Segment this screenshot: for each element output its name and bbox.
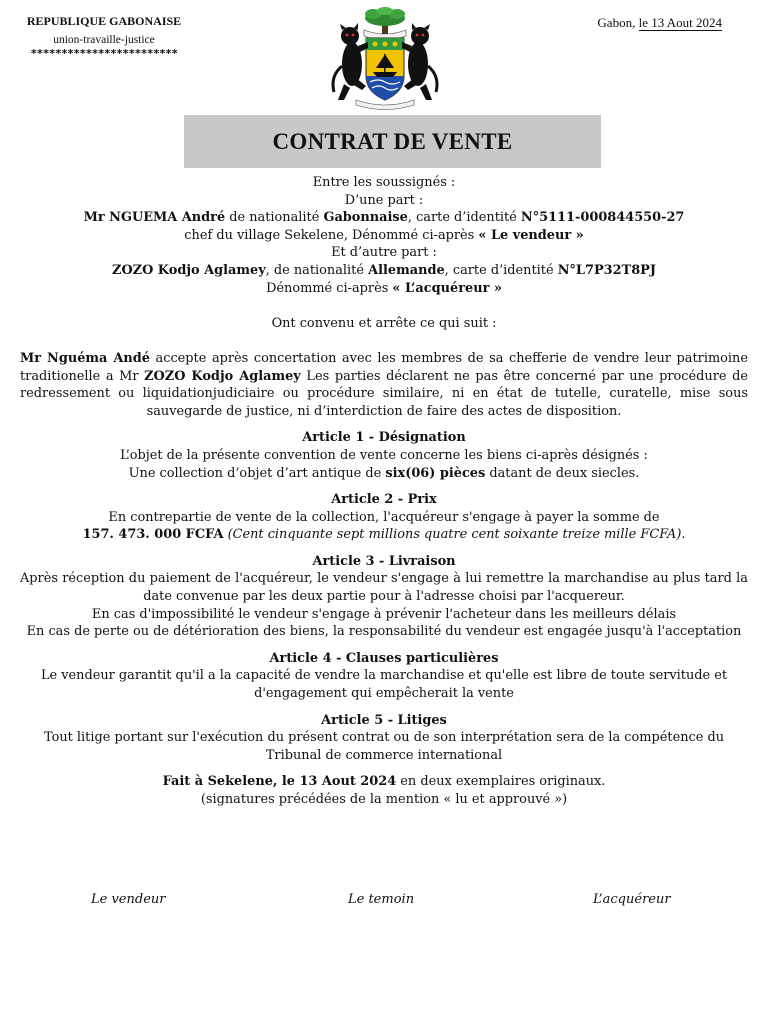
panther-left-icon <box>333 23 368 100</box>
article-3-line-3: En cas de perte ou de détérioration des biens, la responsabilité du vendeur est engagée jusqu'à l'acceptation <box>26 624 742 640</box>
signature-witness-label: Le temoin <box>348 892 415 907</box>
date-value: le 13 Aout 2024 <box>638 15 722 30</box>
seller-alias: « Le vendeur » <box>478 227 584 243</box>
item-quantity: six(06) pièces <box>385 465 486 481</box>
seller-name: Mr NGUEMA André <box>83 210 226 226</box>
preamble-paragraph: Mr Nguéma Andé accepte après concertation avec les membres de sa chefferie de vendre leur patrimoine traditionelle a Mr ZOZO Kodjo Aglamey Les parties déclarent ne pas être concerné par une procédure de redressement ou liquidationjudiciaire ou procédure similaire, ni en état de tutelle, curatelle, mise sous sauvegarde de justice, ni d’interdiction de faire des actes de disposition. <box>20 350 748 419</box>
article-1-item: Une collection d’objet d’art antique de six(06) pièces datant de deux siecles. <box>128 465 640 481</box>
title-banner <box>184 115 601 168</box>
signature-buyer-label: L’acquéreur <box>593 892 671 907</box>
article-5-title: Article 5 - Litiges <box>321 712 447 728</box>
coat-of-arms-emblem <box>328 6 442 110</box>
buyer-line: ZOZO Kodjo Aglamey, de nationalité Allemande, carte d’identité N°L7P32T8PJ <box>112 262 656 278</box>
signature-seller-label: Le vendeur <box>91 892 166 907</box>
article-2-amount-line: 157. 473. 000 FCFA (Cent cinquante sept millions quatre cent soixante treize mille FCFA). <box>82 527 686 543</box>
closing-line: Fait à Sekelene, le 13 Aout 2024 en deux exemplaires originaux. <box>162 774 606 790</box>
seller-id-number: N°5111-000844550-27 <box>520 210 685 226</box>
buyer-id-number: N°L7P32T8PJ <box>557 262 656 278</box>
price-in-words: (Cent cinquante sept millions quatre cent soixante treize mille FCFA) <box>223 527 682 543</box>
article-3-paragraph: Après réception du paiement de l'acquéreur, le vendeur s'engage à lui remettre la marchandise au plus tard la date convenue par les deux partie pour à l'adresse choisi par l'acquereur. <box>20 571 748 605</box>
article-3-line-2: En cas d'impossibilité le vendeur s'engage à prévenir l'acheteur dans les meilleurs délais <box>91 606 677 622</box>
preamble-seller-name: Mr Nguéma Andé <box>20 350 150 366</box>
article-1-line: L’objet de la présente convention de vente concerne les biens ci-après désignés : <box>120 447 648 463</box>
shield-icon <box>366 38 404 100</box>
article-3-title: Article 3 - Livraison <box>312 553 456 569</box>
contract-body <box>20 174 748 809</box>
article-5-text: Tout litige portant sur l'exécution du présent contrat ou de son interprétation sera de la compétence du Tribunal de commerce international <box>44 730 724 763</box>
panther-right-icon <box>402 23 437 100</box>
buyer-name: ZOZO Kodjo Aglamey <box>112 262 266 278</box>
parties-intro: Entre les soussignés : <box>312 175 456 190</box>
buyer-role-line: Dénommé ci-après « L’acquéreur » <box>266 280 502 296</box>
part-one-label: D’une part : <box>344 192 424 208</box>
national-motto: union-travaille-justice <box>53 34 155 46</box>
closing-place-date: Fait à Sekelene, le 13 Aout 2024 <box>162 774 397 790</box>
article-4-title: Article 4 - Clauses particulières <box>269 650 499 666</box>
date-prefix: Gabon, <box>597 15 639 30</box>
seller-nationality: Gabonnaise <box>323 210 408 226</box>
buyer-nationality: Allemande <box>368 262 445 278</box>
header-left <box>14 14 194 60</box>
part-two-label: Et d’autre part : <box>331 245 437 261</box>
agreement-line: Ont convenu et arrête ce qui suit : <box>271 315 497 331</box>
buyer-alias: « L’acquéreur » <box>392 280 502 296</box>
price-amount: 157. 473. 000 FCFA <box>82 527 224 543</box>
preamble-buyer-name: ZOZO Kodjo Aglamey <box>144 368 301 384</box>
article-1-title: Article 1 - Désignation <box>302 430 466 446</box>
article-2-title: Article 2 - Prix <box>331 492 437 508</box>
article-4-text: Le vendeur garantit qu'il a la capacité de vendre la marchandise et qu'elle est libre de toute servitude et d'engagement qui empêcherait la vente <box>40 668 728 702</box>
seller-line: Mr NGUEMA André de nationalité Gabonnaise, carte d’identité N°5111-000844550-27 <box>83 210 685 226</box>
article-2-line: En contrepartie de vente de la collection, l'acquéreur s'engage à payer la somme de <box>108 509 660 525</box>
document-title: CONTRAT DE VENTE <box>272 128 513 154</box>
country-name: REPUBLIQUE GABONAISE <box>26 14 182 28</box>
star-divider: ************************ <box>30 47 178 60</box>
seller-role-line: chef du village Sekelene, Dénommé ci-après « Le vendeur » <box>184 227 584 243</box>
signature-mention: (signatures précédées de la mention « lu et approuvé ») <box>200 792 568 807</box>
header-date <box>597 15 722 31</box>
